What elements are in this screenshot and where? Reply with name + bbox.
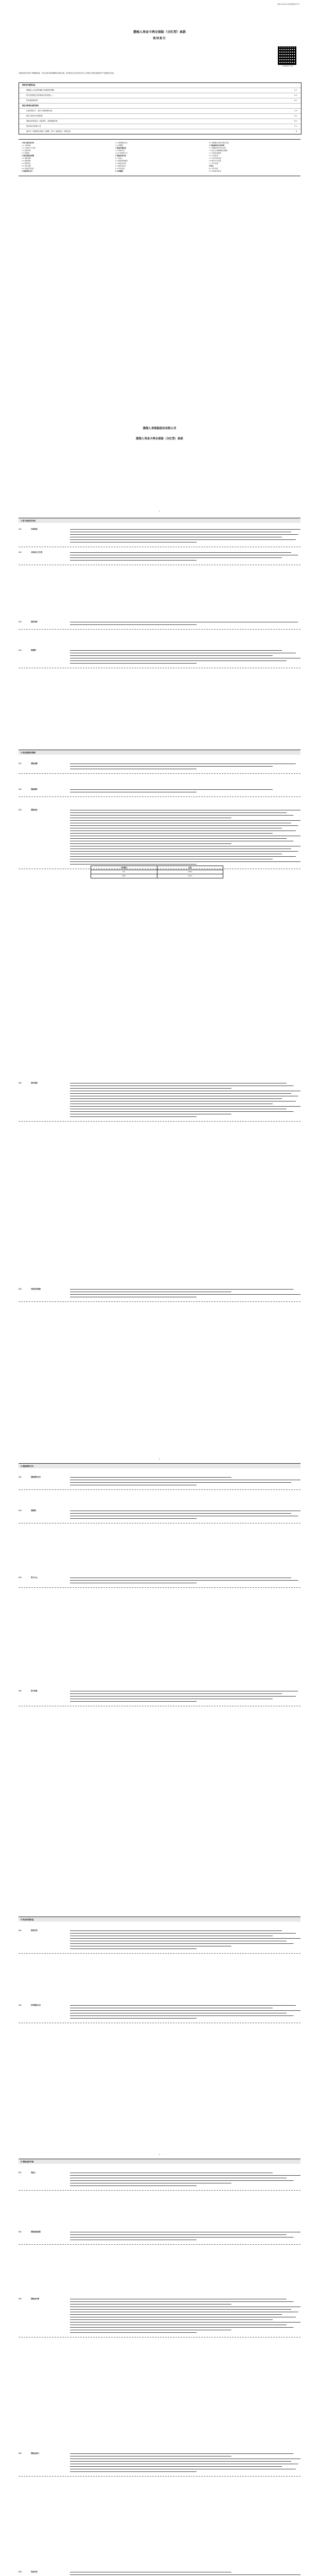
clause-index-item[interactable]: 2.5 其他免责条款 [22, 167, 34, 170]
text-line [70, 2331, 300, 2334]
clause-index-item[interactable]: 3.2 宽限期 [115, 144, 123, 146]
article-number: 2.2 [19, 788, 22, 790]
toc-row[interactable] [19, 93, 301, 98]
text-line [70, 768, 300, 770]
clause-index-item[interactable]: 5.1 受益人 [115, 157, 123, 159]
article-number: 5.4 [19, 2452, 22, 2454]
article [19, 621, 300, 626]
table-cell: 110% [187, 875, 192, 877]
clause-index-item[interactable]: 6.1 您解除合同的手续及风险 [209, 142, 229, 144]
article-heading: 红利领取方式 [31, 2004, 41, 2006]
divider [19, 1489, 300, 1490]
article [19, 2298, 300, 2334]
clause-index-item[interactable]: 8.2 有效身份证件 [209, 170, 221, 172]
clause-index-item[interactable]: 8.1 意外伤害 [209, 167, 218, 170]
clause-index-item[interactable]: 1 您与我们的合同 [22, 142, 34, 144]
toc-row[interactable] [19, 104, 301, 109]
toc-page: 7.1 [294, 125, 297, 127]
article-number: 4.1 [19, 1929, 22, 1931]
toc-label: 您可以按规定享有保单红利分配权…… [26, 94, 55, 96]
article-body-text [70, 2571, 300, 2576]
clause-index-item[interactable]: 2 我们提供的保障 [22, 155, 34, 157]
article-body-text [70, 1288, 300, 1298]
article-heading: 受益人 [31, 2172, 36, 2174]
text-line [70, 1517, 300, 1520]
clause-index-item[interactable]: 7.3 年龄性别错误 [209, 152, 221, 154]
divider [19, 1587, 300, 1588]
text-line [70, 1700, 300, 1703]
clause-index-item[interactable]: 5 保险金的申请 [115, 155, 127, 157]
article-heading: 合同成立与生效 [31, 551, 43, 553]
article-number: 2.5 [19, 1288, 22, 1290]
article-number: 3.1 [19, 1476, 22, 1478]
qr-code-icon[interactable] [278, 46, 296, 65]
article-body-text [70, 1510, 300, 1520]
article [19, 1929, 300, 1950]
article [19, 649, 300, 665]
article-heading: 其他免责条款 [31, 1288, 41, 1290]
article [19, 2004, 300, 2020]
toc-row[interactable] [19, 88, 301, 93]
toc-label: 被保险人可以获得保险合同提供的保障 [26, 89, 55, 91]
reading-guide-title: 阅读指引 [153, 37, 166, 40]
article-number: 5.5 [19, 2571, 22, 2573]
clause-index-item[interactable]: 7.2 我们合同解除权的限制 [209, 149, 227, 151]
article-number: 2.1 [19, 762, 22, 765]
article-number: 4.2 [19, 2004, 22, 2006]
reading-notice: 本阅读指引有助于您理解条款，对本合同内容的解释以条款为准。您有权在合同生效后在本公司的官方网站查询到本产品的相关信息。 [19, 72, 116, 74]
article-number: 1.4 [19, 649, 22, 651]
article-body-text [70, 1929, 300, 1950]
divider [19, 2476, 300, 2477]
clause-index-item[interactable]: 1.2 合同成立与生效 [22, 147, 36, 149]
table-row [91, 870, 223, 874]
article [19, 1690, 300, 1703]
article-number: 1.3 [19, 621, 22, 623]
article [19, 1082, 300, 1118]
text-line [70, 2239, 300, 2241]
article-number: 5.1 [19, 2172, 22, 2174]
article-number: 5.2 [19, 2231, 22, 2233]
clause-column [209, 142, 302, 173]
table-cell: 5年 [91, 870, 157, 874]
clause-index-item[interactable]: 2.1 保险金额 [22, 157, 31, 159]
clause-index-item[interactable]: 1.3 投保年龄 [22, 149, 31, 151]
article-heading: 投保年龄 [31, 621, 38, 623]
clause-index-item[interactable]: 4 现金价值权益 [115, 147, 127, 149]
text-line [70, 662, 300, 665]
article-body-text [70, 1082, 300, 1118]
article-body-text [70, 528, 300, 544]
article-number: 3.4 [19, 1690, 22, 1692]
clause-index-item[interactable]: 1.1 合同构成 [22, 144, 31, 146]
article [19, 2452, 300, 2473]
table-row [91, 866, 223, 870]
rate-table [91, 866, 223, 878]
section-header: 2 我们提供的保障 [19, 750, 300, 755]
table-row [91, 874, 223, 878]
toc-page: 2.2 [294, 94, 297, 96]
clause-index-item[interactable]: 8 释义 [209, 165, 214, 167]
clause-title: 渤海人寿金卡两全保险（分红型）条款 [136, 437, 183, 440]
article-body-text [70, 1690, 300, 1703]
clause-index-item[interactable]: 7.4 未还款项 [209, 155, 218, 157]
text-line [70, 2470, 300, 2473]
clause-index-item[interactable]: 4.1 保单红利 [115, 149, 125, 151]
divider [19, 773, 300, 774]
article-heading: 保险金申请 [31, 2298, 39, 2300]
article-heading: 效力恢复 [31, 1690, 38, 1692]
clause-index-item[interactable]: 5.4 保险金给付 [115, 165, 126, 167]
article-heading: 保险金额 [31, 762, 38, 765]
article-body-text [70, 551, 300, 562]
toc-label: 您应当特别注意的事项 [22, 105, 39, 107]
clause-index-item[interactable]: 2.4 责任免除 [22, 165, 31, 167]
toc-row[interactable] [19, 129, 301, 134]
article-number: 1.1 [19, 528, 22, 530]
text-line [70, 791, 300, 793]
toc-page: 3.2 [294, 115, 297, 117]
text-line [70, 541, 300, 544]
clause-column [115, 142, 208, 173]
page-number: 2 [159, 1458, 160, 1460]
article-body-text [70, 788, 300, 793]
section-header: 4 现金价值权益 [19, 1917, 300, 1922]
article [19, 1476, 300, 1486]
article-body-text [70, 2298, 300, 2334]
clause-index-item[interactable]: 4.2 红利领取方式 [115, 152, 128, 154]
clause-index-item[interactable]: 2.2 保险期间 [22, 160, 31, 162]
article-body-text [70, 2231, 300, 2241]
toc-label: 我们对一些重要术语进行了解释，并作了显著标识，请您注意 [26, 130, 71, 132]
article [19, 788, 300, 793]
clause-index-item[interactable]: 1.4 犹豫期 [22, 152, 29, 154]
document-title: 渤海人寿金卡两全保险（分红型）条款 [133, 30, 186, 34]
article [19, 762, 300, 770]
divider [19, 1301, 300, 1302]
article-heading: 效力中止 [31, 1577, 38, 1579]
article-heading: 保险事故通知 [31, 2231, 41, 2233]
divider [19, 2244, 300, 2245]
article [19, 1288, 300, 1298]
toc-row[interactable] [19, 109, 301, 114]
clause-index [19, 139, 300, 176]
toc-label: 您有如实告知的义务 [26, 125, 41, 127]
clause-index-item[interactable]: 2.3 保险责任 [22, 162, 31, 164]
article [19, 2231, 300, 2241]
article-body-text [70, 2172, 300, 2187]
article-heading: 保险金给付 [31, 2452, 39, 2454]
article-body-text [70, 2452, 300, 2473]
toc-page: 6.1 [294, 99, 297, 101]
article-body-text [70, 1476, 300, 1486]
toc-page: 2.1 [294, 89, 297, 91]
divider [19, 1953, 300, 1954]
toc-row[interactable] [19, 98, 301, 104]
text-line [70, 1947, 300, 1950]
article [19, 2571, 300, 2576]
qr-caption: 扫码查看电子条款 [282, 65, 293, 67]
page-number: 3 [159, 2154, 160, 2156]
article-heading: 责任免除 [31, 1082, 38, 1084]
table-cell: 10年 [91, 874, 157, 878]
article-number: 3.2 [19, 1510, 22, 1512]
toc-page: 2.4 [294, 110, 297, 112]
article-body-text [70, 809, 300, 866]
text-line [70, 1484, 300, 1486]
article [19, 528, 300, 544]
article-heading: 犹豫期 [31, 649, 36, 651]
document-code: 渤海人寿[2021]疾病保险012号 [277, 3, 299, 5]
text-line [70, 1582, 300, 1584]
clause-index-item[interactable]: 5.5 诉讼时效 [115, 167, 125, 170]
toc-row[interactable] [19, 83, 301, 88]
text-line [70, 2017, 300, 2020]
table-cell: 105% [187, 871, 192, 873]
article [19, 1577, 300, 1584]
clause-index-item[interactable]: 7.6 联系方式变更 [209, 160, 221, 162]
article-heading: 宽限期 [31, 1510, 36, 1512]
toc-row[interactable] [19, 119, 301, 124]
article-number: 5.3 [19, 2298, 22, 2300]
clause-index-item[interactable]: 3.1 保险费的支付 [115, 142, 128, 144]
text-line [70, 2184, 300, 2187]
section-header: 1 您与我们的合同 [19, 518, 300, 523]
clause-index-item[interactable]: 7.7 争议处理 [209, 162, 218, 164]
document-title-block [0, 31, 319, 40]
section-header: 5 保险金的申请 [19, 2159, 300, 2164]
article-heading: 合同构成 [31, 528, 38, 530]
clause-index-item[interactable]: 7 其他需要关注的事项 [209, 144, 225, 146]
toc-label: 您应当按时支付保险费 [26, 115, 43, 117]
clause-index-item[interactable]: 7.1 明确说明与如实告知 [209, 147, 226, 149]
page-number: 1 [159, 510, 160, 512]
table-cell: 交费期间 [91, 866, 157, 870]
toc-page: 6.2 [294, 120, 297, 122]
article-number: 2.4 [19, 1082, 22, 1084]
clause-index-item[interactable]: 7.5 合同内容变更 [209, 157, 221, 159]
toc-label: 您有退保的权利 [26, 99, 38, 101]
company-name: 渤海人寿保险股份有限公司 [143, 427, 176, 430]
article-heading: 保险期间 [31, 788, 38, 790]
article-number: 1.2 [19, 551, 22, 553]
article-heading: 保险责任 [31, 809, 38, 811]
clause-index-item[interactable]: 3 保险费的支付 [22, 170, 33, 172]
toc-label: 在某些情况下，我们不承担保险责任 [26, 110, 52, 112]
toc-label: 退保会给您造成一定的损失，请您慎重决策 [26, 120, 58, 122]
article-body-text [70, 2004, 300, 2020]
table-of-contents [19, 82, 302, 134]
article [19, 1510, 300, 1520]
clause-column [22, 142, 114, 173]
clause-index-item[interactable]: 5.3 保险金申请 [115, 162, 126, 164]
article-number: 3.3 [19, 1577, 22, 1579]
section-header: 3 保险费的支付 [19, 1463, 300, 1468]
article-body-text [70, 1577, 300, 1584]
toc-page: 9 [295, 130, 297, 132]
article-body-text [70, 762, 300, 770]
article-heading: 保险费的支付 [31, 1476, 41, 1478]
divider [19, 629, 300, 630]
table-cell: 比例 [188, 867, 192, 869]
text-line [70, 559, 300, 562]
text-line [70, 1296, 300, 1298]
clause-index-item[interactable]: 5.2 保险事故通知 [115, 160, 128, 162]
text-line [70, 1115, 300, 1118]
article [19, 809, 300, 866]
article-heading: 保单红利 [31, 1929, 38, 1931]
divider [19, 2190, 300, 2191]
text-line [70, 623, 300, 626]
toc-row[interactable] [19, 124, 301, 129]
clause-index-item[interactable]: 6 合同解除 [115, 170, 123, 172]
article-body-text [70, 621, 300, 626]
article-number: 2.3 [19, 809, 22, 811]
toc-label: 您拥有的重要权益 [22, 84, 36, 86]
divider [19, 1121, 300, 1122]
article [19, 551, 300, 562]
article-body-text [70, 649, 300, 665]
divider [19, 796, 300, 797]
toc-row[interactable] [19, 114, 301, 119]
article [19, 2172, 300, 2187]
article-heading: 诉讼时效 [31, 2571, 38, 2573]
